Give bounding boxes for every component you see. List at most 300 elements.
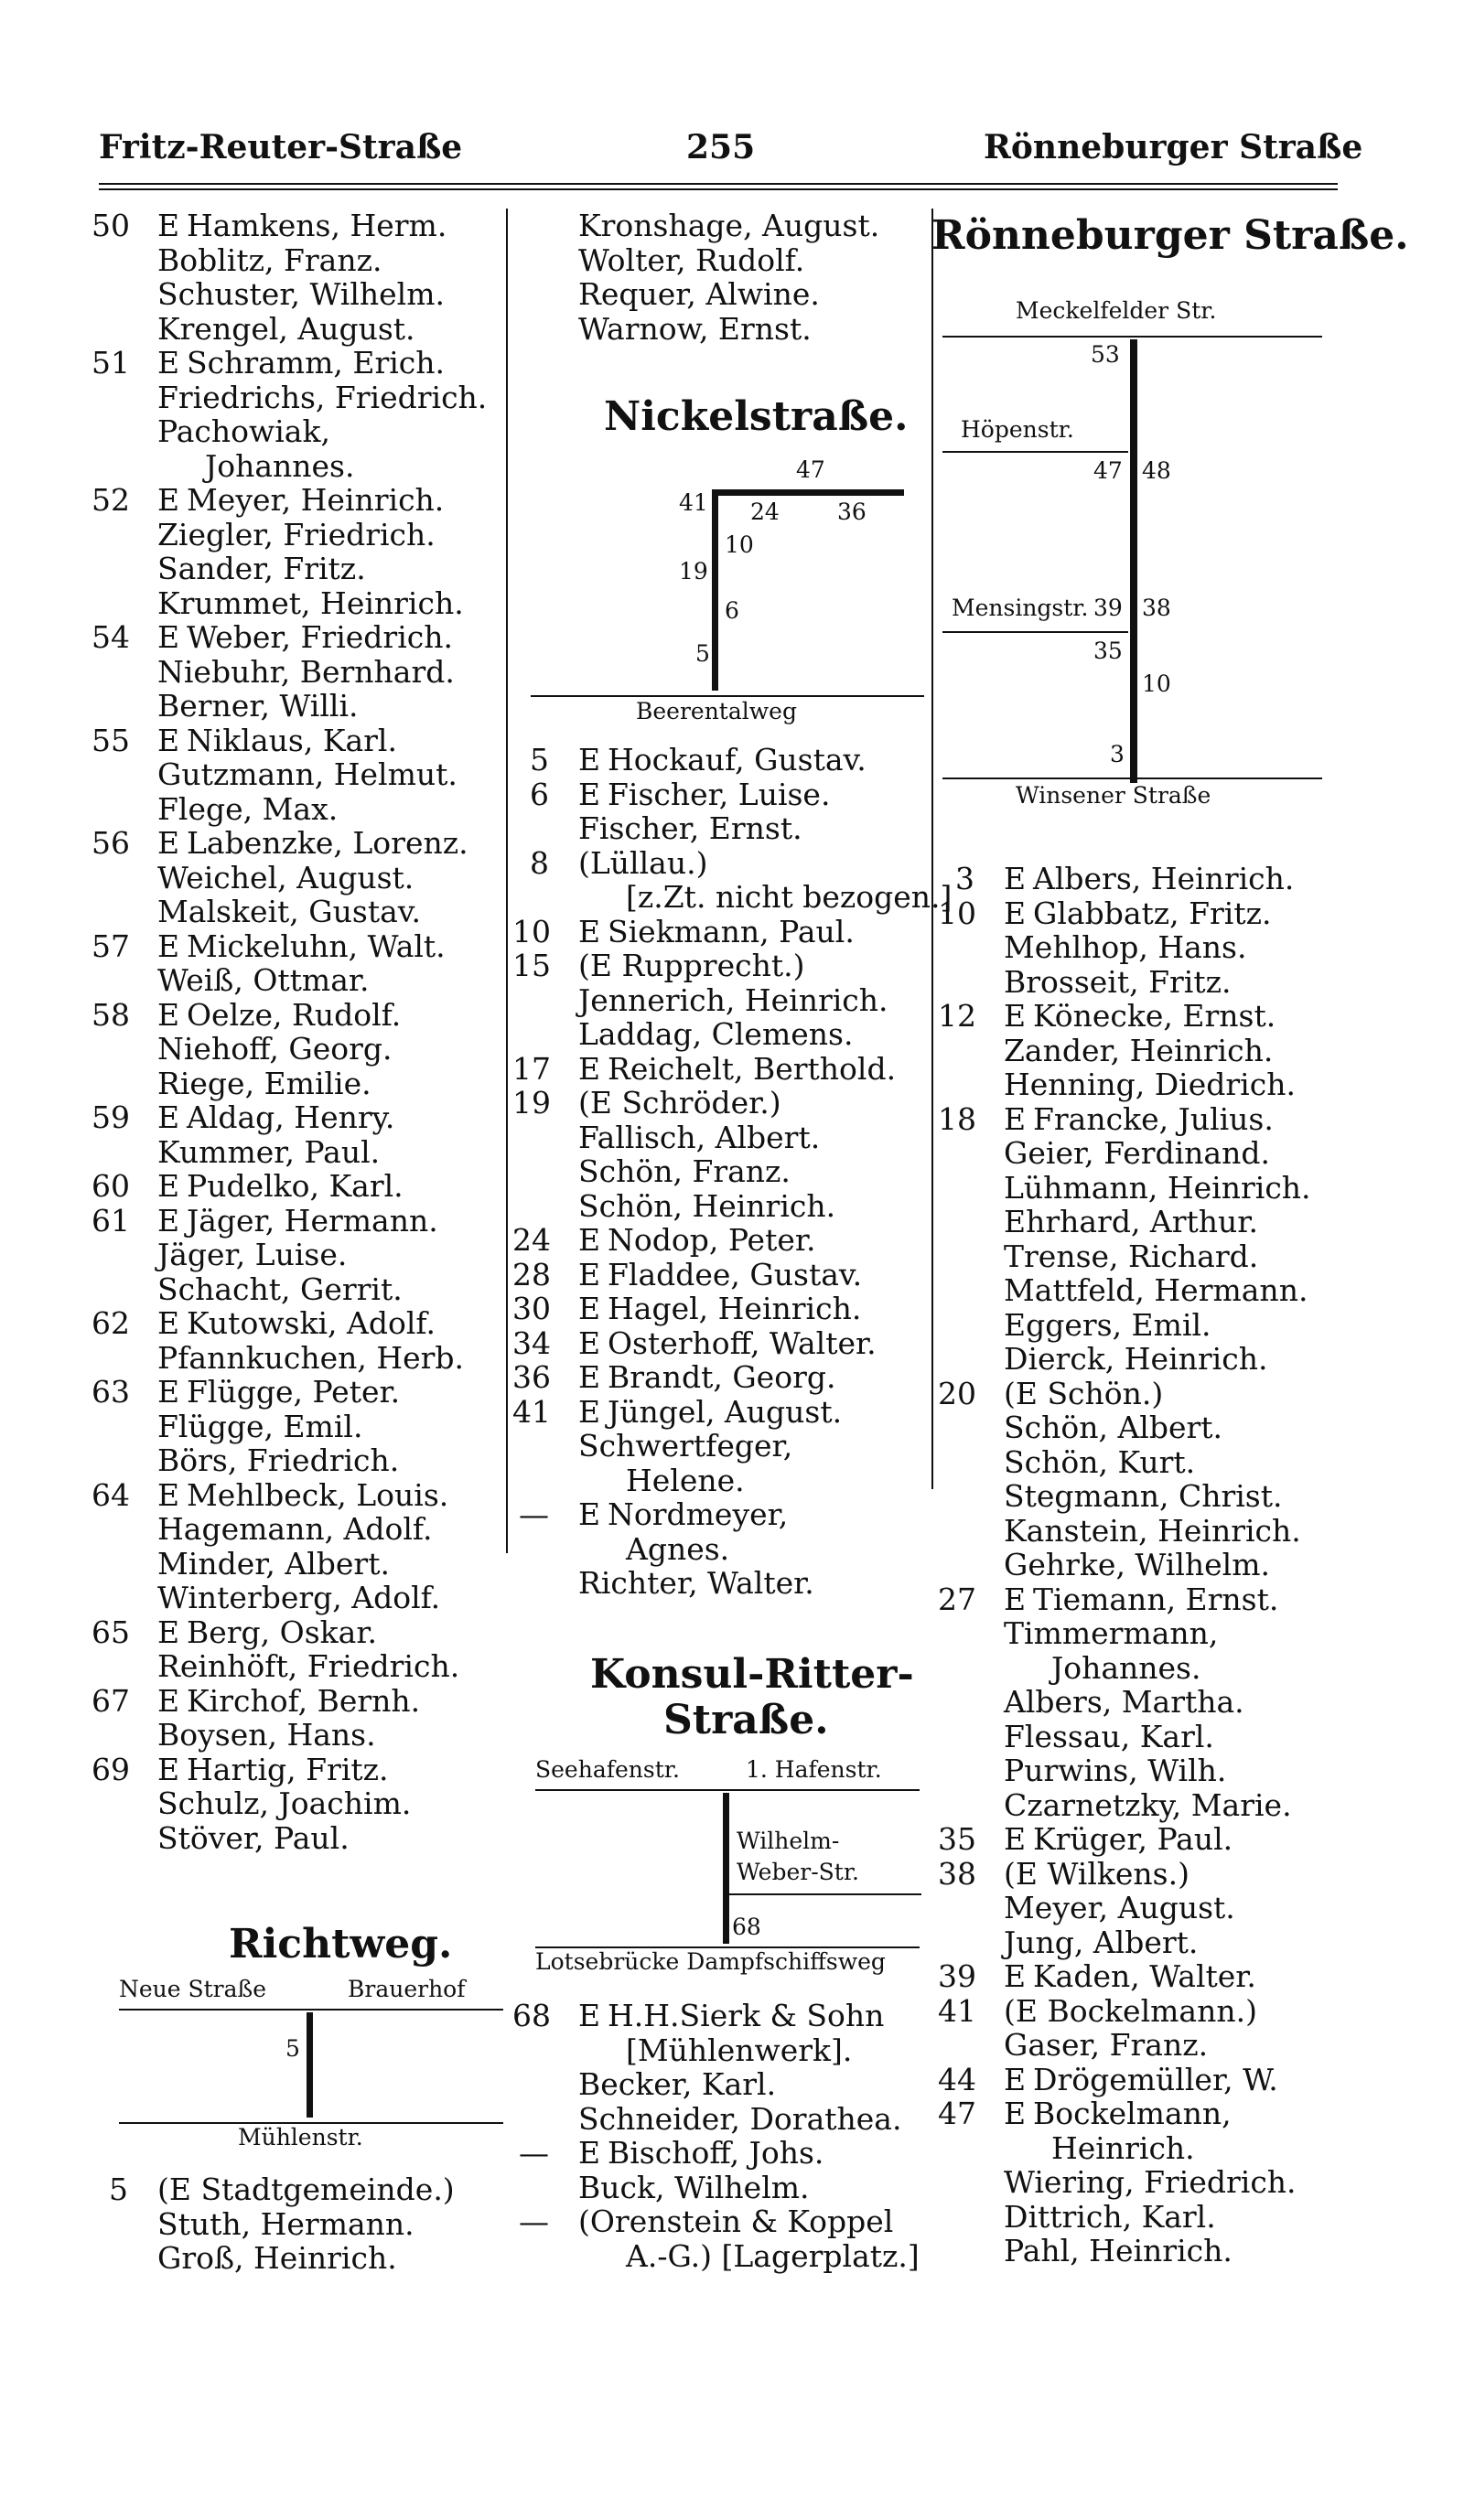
list-item (92, 1375, 503, 1410)
resident-name: Hockauf, Gustav. (608, 742, 867, 777)
list-item (938, 2165, 1340, 2200)
house-number: 27 (938, 1581, 976, 1617)
resident-name: Gutzmann, Helmut. (157, 756, 458, 792)
list-item (938, 2028, 1340, 2063)
owner-marker: E (1004, 2061, 1027, 2097)
resident-name: Krüger, Paul. (1033, 1821, 1233, 1857)
house-number: 36 (512, 1359, 551, 1395)
nickel-num-10: 10 (725, 531, 754, 558)
list-item (512, 1566, 929, 1601)
list-item (512, 1258, 929, 1292)
list-item (938, 1891, 1340, 1925)
house-number: 17 (512, 1050, 551, 1087)
owner-marker: E (157, 1099, 180, 1135)
list-item (512, 1017, 929, 1052)
list-item (938, 1582, 1340, 1617)
konsul-diagram (535, 1756, 929, 1976)
resident-name: Stegmann, Christ. (1004, 1478, 1283, 1514)
house-number: 10 (512, 913, 551, 949)
roen-top-label: Meckelfelder Str. (1016, 297, 1217, 324)
resident-name: Schneider, Dorathea. (578, 2100, 902, 2137)
resident-name: (E Stadtgemeinde.) (157, 2171, 455, 2207)
resident-name: Weichel, August. (157, 859, 414, 895)
owner-marker: E (1004, 1581, 1027, 1617)
house-number: 5 (109, 2171, 128, 2207)
resident-name: Flege, Max. (157, 790, 339, 827)
house-number: 54 (92, 619, 130, 655)
nickel-num-36: 36 (837, 499, 867, 525)
owner-marker: E (157, 1682, 180, 1719)
list-item (512, 1429, 929, 1464)
resident-name: A.-G.) [Lagerplatz.] (626, 2237, 920, 2274)
list-item (938, 1857, 1340, 1892)
owner-marker: E (157, 619, 180, 655)
house-number: — (519, 2204, 549, 2239)
owner-marker: E (157, 996, 180, 1033)
resident-name: Wolter, Rudolf. (578, 241, 805, 278)
resident-name: Richter, Walter. (578, 1565, 814, 1601)
owner-marker: E (1004, 1100, 1027, 1137)
list-item (938, 1959, 1340, 1994)
resident-name: Fischer, Luise. (608, 776, 831, 812)
resident-name: Johannes. (1051, 1649, 1201, 1686)
list-item (512, 1223, 929, 1258)
house-number: 68 (512, 1998, 551, 2033)
roen-bottom-label: Winsener Straße (1016, 782, 1211, 809)
resident-name: Geier, Ferdinand. (1004, 1135, 1270, 1171)
resident-name: Pudelko, Karl. (187, 1168, 404, 1204)
roen-hoepen-label: Höpenstr. (961, 416, 1074, 443)
house-number: 51 (92, 345, 130, 381)
roenneburger-list (938, 862, 1340, 2268)
list-item (92, 1204, 503, 1239)
list-item (92, 483, 503, 518)
resident-name: Flügge, Peter. (187, 1374, 401, 1410)
roen-num-53: 53 (1091, 341, 1120, 368)
owner-marker: E (578, 1256, 601, 1292)
house-number: 69 (92, 1751, 130, 1787)
house-number: 61 (92, 1202, 130, 1239)
house-number: 52 (92, 482, 130, 518)
konsul-list (512, 1999, 929, 2273)
resident-name: Ziegler, Friedrich. (157, 516, 436, 552)
resident-name: Wiering, Friedrich. (1004, 2164, 1297, 2200)
list-item (938, 1616, 1340, 1651)
resident-name: Albers, Martha. (1004, 1684, 1244, 1720)
house-number: 50 (92, 208, 130, 243)
owner-marker: E (157, 345, 180, 381)
header-rule (99, 183, 1338, 185)
house-number: 10 (938, 895, 976, 931)
list-item (938, 2131, 1340, 2166)
owner-marker: E (578, 913, 601, 949)
owner-marker: E (157, 825, 180, 861)
list-item (512, 277, 929, 312)
list-item (92, 1786, 503, 1821)
column-divider-2 (931, 209, 933, 1489)
list-item (512, 777, 929, 812)
house-number: 12 (938, 998, 976, 1034)
resident-name: Timmermann, (1004, 1615, 1219, 1651)
resident-name: Krengel, August. (157, 310, 415, 347)
owner-marker: E (157, 928, 180, 964)
nickel-bottom-line (531, 695, 924, 697)
resident-name: Lühmann, Heinrich. (1004, 1169, 1311, 1206)
nickel-cross-bar (712, 489, 904, 496)
resident-name: Niklaus, Karl. (187, 722, 397, 758)
column-1-list (92, 209, 503, 1855)
house-number: 64 (92, 1476, 130, 1513)
resident-name: Gehrke, Wilhelm. (1004, 1547, 1270, 1582)
nickel-num-47: 47 (796, 456, 825, 483)
roen-mensing-label: Mensingstr. (952, 595, 1089, 621)
list-item (92, 1341, 503, 1376)
resident-name: (Orenstein & Koppel (578, 2204, 894, 2239)
list-item (512, 1292, 929, 1326)
resident-name: (E Wilkens.) (1004, 1855, 1190, 1892)
list-item (92, 929, 503, 964)
resident-name: Kutowski, Adolf. (187, 1305, 436, 1341)
resident-name: Schön, Franz. (578, 1153, 791, 1189)
richtweg-house-number: 5 (285, 2035, 300, 2062)
list-item (938, 1273, 1340, 1308)
list-item (938, 1067, 1340, 1102)
resident-name: Tiemann, Ernst. (1033, 1581, 1279, 1617)
resident-name: Helene. (626, 1462, 745, 1498)
list-item (938, 2096, 1340, 2131)
owner-marker: E (578, 1496, 601, 1532)
list-item (92, 689, 503, 724)
list-item (512, 2033, 929, 2068)
owner-marker: E (578, 1393, 601, 1430)
konsul-top-line (535, 1789, 920, 1791)
list-item (92, 1238, 503, 1272)
list-item (512, 2102, 929, 2137)
house-number: 39 (938, 1958, 976, 1994)
list-item (92, 1410, 503, 1444)
resident-name: Kaden, Walter. (1033, 1958, 1256, 1994)
resident-name: Hamkens, Herm. (187, 208, 447, 243)
house-number: 55 (92, 722, 130, 758)
house-number: 18 (938, 1100, 976, 1137)
list-item (92, 1649, 503, 1684)
resident-name: Albers, Heinrich. (1033, 861, 1295, 896)
roen-num-47: 47 (1093, 457, 1123, 484)
list-item (92, 826, 503, 861)
list-item (92, 1169, 503, 1204)
house-number: 47 (938, 2096, 976, 2131)
house-number: 5 (530, 742, 549, 777)
owner-marker: E (157, 722, 180, 758)
resident-name: Sander, Fritz. (157, 551, 366, 586)
list-item (938, 862, 1340, 896)
list-item (512, 2204, 929, 2239)
house-number: 41 (938, 1992, 976, 2029)
list-item (938, 1651, 1340, 1686)
roen-hoepen-line (942, 451, 1128, 453)
header-right-street: Rönneburger Straße (984, 128, 1363, 166)
list-item (512, 2171, 929, 2205)
list-item (92, 209, 503, 243)
list-item (92, 998, 503, 1033)
nickelstrasse-diagram (531, 453, 924, 727)
nickel-num-24: 24 (750, 499, 780, 525)
resident-name: Kirchof, Bernh. (187, 1682, 421, 1719)
resident-name: Pahl, Heinrich. (1004, 2233, 1233, 2268)
resident-name: Schacht, Gerrit. (157, 1271, 403, 1307)
konsul-house-number: 68 (732, 1914, 761, 1940)
list-item (92, 861, 503, 895)
list-item (512, 1464, 929, 1498)
richtweg-top-line (119, 2009, 503, 2011)
nickel-num-6: 6 (725, 597, 739, 624)
list-item (938, 1205, 1340, 1239)
resident-name: Pfannkuchen, Herb. (157, 1339, 465, 1376)
resident-name: Kummer, Paul. (157, 1133, 381, 1170)
list-item (92, 1581, 503, 1615)
resident-name: Aldag, Henry. (187, 1099, 395, 1135)
list-item (512, 846, 929, 881)
owner-marker: E (578, 1359, 601, 1395)
list-item (92, 1718, 503, 1753)
list-item (92, 1478, 503, 1513)
list-item (92, 1547, 503, 1582)
house-number: 65 (92, 1614, 130, 1650)
richtweg-street-bar (307, 2012, 313, 2118)
konsul-side-label-2: Weber-Str. (737, 1859, 859, 1885)
list-item (938, 1102, 1340, 1137)
resident-name: Gaser, Franz. (1004, 2027, 1209, 2063)
resident-name: Meyer, Heinrich. (187, 482, 445, 518)
nickel-street-bar (712, 489, 718, 691)
list-item (92, 620, 503, 655)
list-item (938, 1925, 1340, 1960)
konsul-side-line (729, 1893, 921, 1895)
resident-name: Labenzke, Lorenz. (187, 825, 468, 861)
resident-name: Brandt, Georg. (608, 1359, 836, 1395)
list-item (938, 2234, 1340, 2268)
resident-name: Schramm, Erich. (187, 345, 445, 381)
resident-name: Hartig, Fritz. (187, 1751, 389, 1787)
list-item (512, 2239, 929, 2274)
resident-name: (E Bockelmann.) (1004, 1992, 1257, 2029)
resident-name: Boysen, Hans. (157, 1717, 376, 1753)
owner-marker: E (578, 1050, 601, 1087)
resident-name: Minder, Albert. (157, 1545, 390, 1582)
list-item (938, 1342, 1340, 1377)
list-item (92, 655, 503, 690)
resident-name: Zander, Heinrich. (1004, 1032, 1274, 1068)
house-number: 19 (512, 1085, 551, 1121)
list-item (92, 414, 503, 449)
nickel-num-5: 5 (695, 640, 710, 667)
house-number: 41 (512, 1393, 551, 1430)
resident-name: Eggers, Emil. (1004, 1306, 1211, 1343)
resident-name: Nordmeyer, (608, 1496, 789, 1532)
owner-marker: E (157, 1476, 180, 1513)
house-number: 60 (92, 1168, 130, 1204)
section-title-konsul-2: Straße. (663, 1697, 829, 1743)
list-item (92, 1684, 503, 1719)
resident-name: Schuster, Wilhelm. (157, 276, 446, 312)
resident-name: Fallisch, Albert. (578, 1119, 821, 1155)
list-item (92, 1753, 503, 1787)
owner-marker: E (578, 1291, 601, 1326)
roen-num-48: 48 (1142, 457, 1171, 484)
resident-name: (Lüllau.) (578, 844, 708, 881)
list-item (92, 1135, 503, 1170)
resident-name: Jäger, Hermann. (187, 1202, 438, 1239)
list-item (938, 1239, 1340, 1274)
list-item (512, 1532, 929, 1567)
resident-name: Berg, Oskar. (187, 1614, 377, 1650)
list-item (938, 1136, 1340, 1171)
house-number: 15 (512, 948, 551, 983)
richtweg-top-right-label: Brauerhof (348, 1976, 466, 2002)
list-item (938, 1720, 1340, 1754)
owner-marker: E (157, 1168, 180, 1204)
resident-name: Trense, Richard. (1004, 1238, 1259, 1274)
resident-name: Schwertfeger, (578, 1428, 793, 1464)
resident-name: Fladdee, Gustav. (608, 1256, 863, 1292)
page-number: 255 (686, 128, 756, 166)
resident-name: Heinrich. (1051, 2129, 1195, 2166)
list-item (92, 586, 503, 621)
resident-name: Agnes. (626, 1530, 730, 1567)
list-item (938, 1514, 1340, 1549)
list-item (938, 1788, 1340, 1823)
house-number: 44 (938, 2061, 976, 2097)
resident-name: Warnow, Ernst. (578, 310, 812, 347)
house-number: 57 (92, 928, 130, 964)
roen-mensing-line (942, 631, 1128, 633)
list-item (92, 346, 503, 381)
list-item (92, 757, 503, 792)
resident-name: Schön, Albert. (1004, 1410, 1223, 1445)
owner-marker: E (1004, 1821, 1027, 1857)
resident-name: Schön, Kurt. (1004, 1443, 1196, 1480)
list-item (92, 1443, 503, 1478)
konsul-top-left-label: Seehafenstr. (535, 1756, 680, 1783)
konsul-bottom-label: Lotsebrücke Dampfschiffsweg (535, 1948, 886, 1975)
resident-name: Krummet, Heinrich. (157, 584, 464, 621)
list-item (938, 1753, 1340, 1788)
house-number: 63 (92, 1374, 130, 1410)
list-item (92, 1615, 503, 1650)
roen-bottom-line (942, 777, 1322, 779)
nickel-num-19: 19 (679, 558, 708, 584)
list-item (92, 518, 503, 552)
list-item (938, 1171, 1340, 1206)
list-item (512, 743, 929, 777)
resident-name: Laddag, Clemens. (578, 1016, 854, 1052)
house-number: 38 (938, 1855, 976, 1892)
owner-marker: E (578, 742, 601, 777)
list-item (512, 915, 929, 949)
resident-name: Henning, Diedrich. (1004, 1067, 1296, 1102)
resident-name: Glabbatz, Fritz. (1033, 895, 1272, 931)
konsul-street-bar (723, 1793, 729, 1944)
resident-name: Czarnetzky, Marie. (1004, 1786, 1292, 1823)
house-number: 3 (955, 861, 974, 896)
owner-marker: E (157, 482, 180, 518)
house-number: 30 (512, 1291, 551, 1326)
resident-name: Pachowiak, (157, 413, 330, 449)
list-item (938, 2063, 1340, 2097)
resident-name: (E Schröder.) (578, 1085, 781, 1121)
list-item (92, 724, 503, 758)
list-item (938, 1377, 1340, 1411)
resident-name: Johannes. (205, 447, 355, 484)
list-item (512, 1189, 929, 1224)
house-number: 35 (938, 1821, 976, 1857)
nickelstrasse-list (512, 742, 953, 1601)
resident-name: Dierck, Heinrich. (1004, 1341, 1268, 1377)
resident-name: Riege, Emilie. (157, 1065, 371, 1101)
resident-name: Brosseit, Fritz. (1004, 963, 1232, 1000)
list-item (92, 1821, 503, 1856)
house-number: 67 (92, 1682, 130, 1719)
resident-name: Bischoff, Johs. (608, 2135, 824, 2171)
list-item (92, 2241, 503, 2276)
list-item (512, 1052, 929, 1087)
list-item (512, 949, 929, 983)
resident-name: Börs, Friedrich. (157, 1442, 400, 1478)
list-item (938, 999, 1340, 1034)
column-2-top-list (512, 209, 929, 346)
resident-name: Becker, Karl. (578, 2066, 777, 2102)
resident-name: Niebuhr, Bernhard. (157, 653, 455, 690)
list-item (92, 1032, 503, 1067)
list-item (92, 1067, 503, 1101)
resident-name: Weiß, Ottmar. (157, 962, 370, 998)
resident-name: Mickeluhn, Walt. (187, 928, 446, 964)
resident-name: [Mühlenwerk]. (626, 2032, 853, 2068)
list-item (938, 1822, 1340, 1857)
resident-name: [z.Zt. nicht bezogen.] (626, 879, 953, 915)
resident-name: Hagel, Heinrich. (608, 1291, 862, 1326)
list-item (938, 896, 1340, 931)
konsul-side-label-1: Wilhelm- (737, 1828, 840, 1854)
konsul-top-right-label: 1. Hafenstr. (746, 1756, 882, 1783)
list-item (512, 1360, 929, 1395)
header-left-street: Fritz-Reuter-Straße (99, 128, 463, 166)
list-item (92, 1272, 503, 1307)
resident-name: Ehrhard, Arthur. (1004, 1204, 1258, 1239)
list-item (92, 243, 503, 278)
list-item (92, 277, 503, 312)
resident-name: Meyer, August. (1004, 1890, 1235, 1925)
list-item (512, 312, 929, 347)
list-item (938, 1308, 1340, 1343)
richtweg-bottom-label: Mühlenstr. (238, 2124, 363, 2150)
list-item (92, 1512, 503, 1547)
list-item (92, 312, 503, 347)
list-item (512, 1395, 929, 1430)
resident-name: Stuth, Hermann. (157, 2205, 414, 2242)
list-item (512, 2067, 929, 2102)
list-item (92, 1306, 503, 1341)
owner-marker: E (157, 208, 180, 243)
section-title-richtweg: Richtweg. (229, 1921, 453, 1968)
house-number: 59 (92, 1099, 130, 1135)
list-item (938, 1479, 1340, 1514)
list-item (938, 1685, 1340, 1720)
resident-name: Jüngel, August. (608, 1393, 843, 1430)
resident-name: Mattfeld, Hermann. (1004, 1272, 1308, 1308)
resident-name: Kanstein, Heinrich. (1004, 1512, 1301, 1549)
resident-name: Schulz, Joachim. (157, 1785, 412, 1821)
